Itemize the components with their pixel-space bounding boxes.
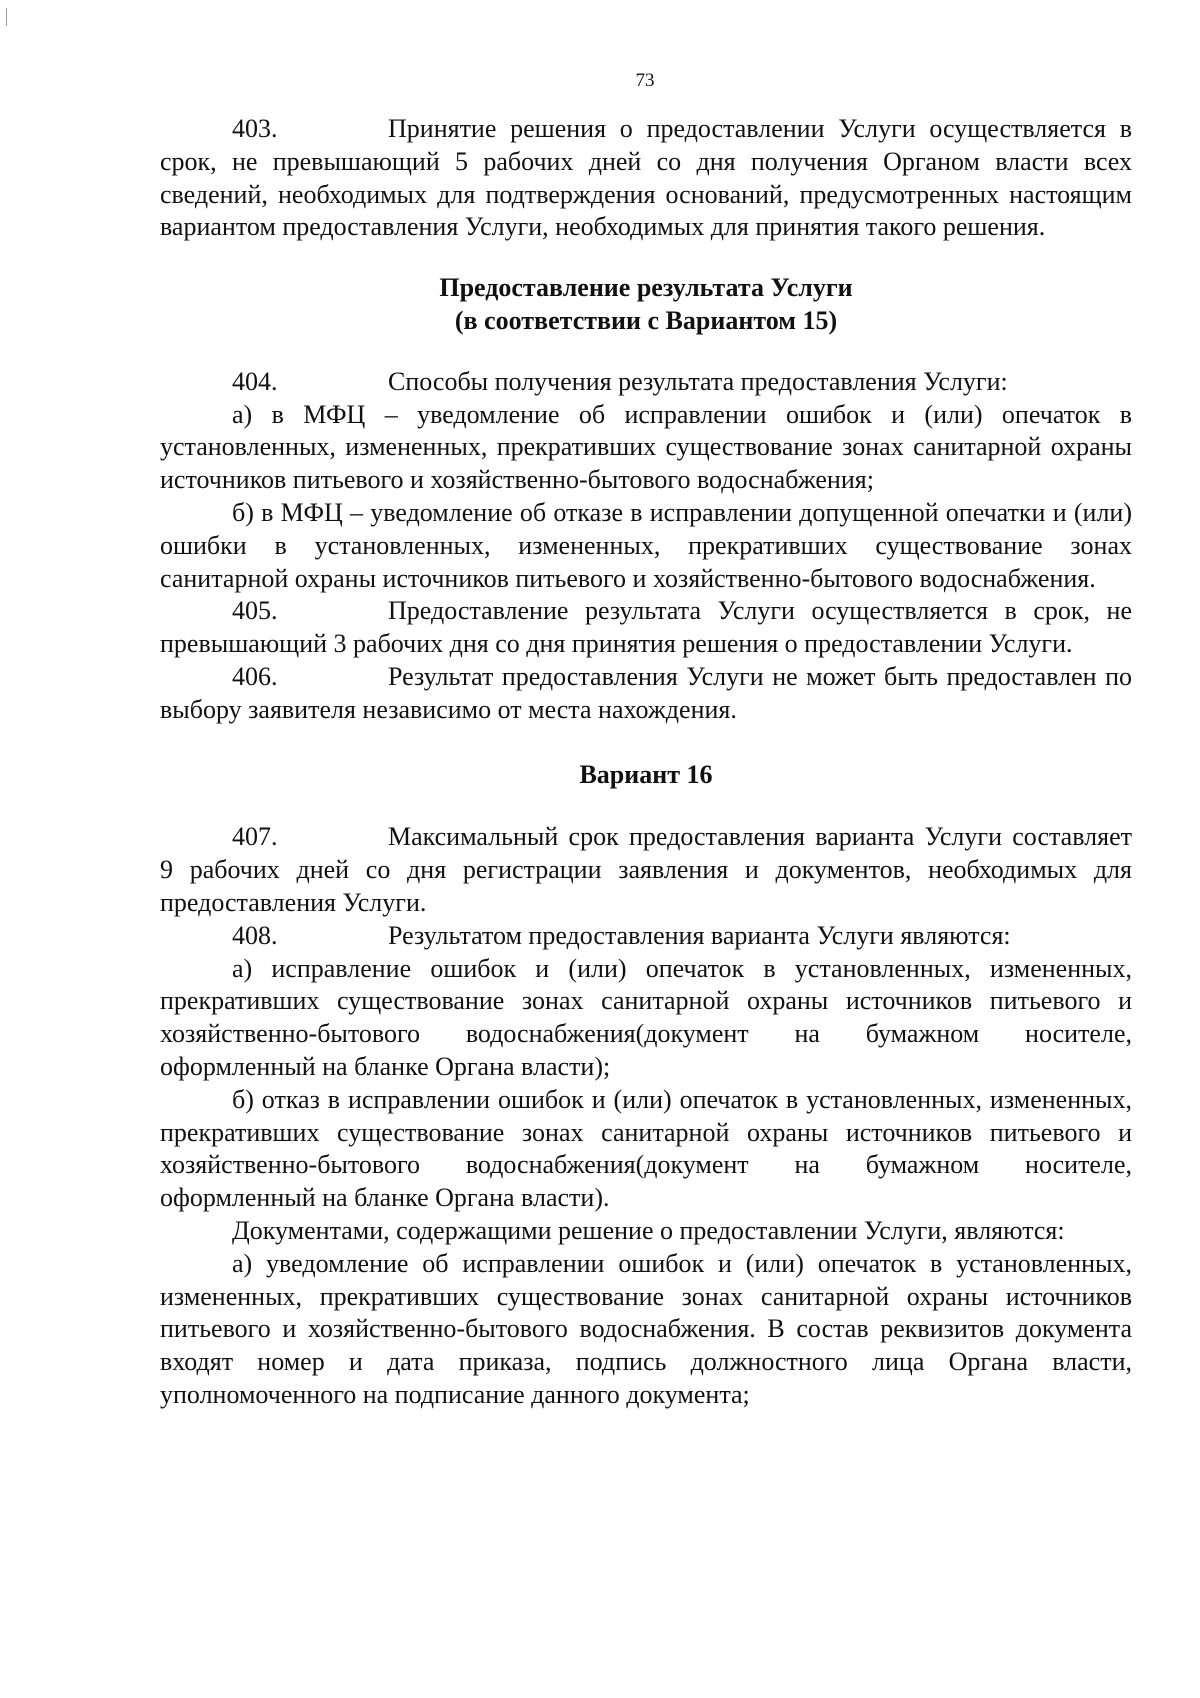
paragraph-406 bbox=[160, 661, 1132, 727]
paragraph-text: Результат предоставления Услуги не может быть предоставлен по выбору заявителя независимо от места нахождения. bbox=[160, 661, 1132, 724]
paragraph-408-b: б) отказ в исправлении ошибок и (или) опечаток в установленных, измененных, прекративших существование зонах санитарной охраны источников питьевого и хозяйственно-бытового водоснабжения(документ на бумажном носителе, оформленный на бланке Органа власти). bbox=[160, 1084, 1132, 1213]
page-number: 73 bbox=[635, 70, 655, 91]
paragraph-number: 408. bbox=[232, 920, 278, 950]
paragraph-text: Способы получения результата предоставления Услуги: bbox=[388, 366, 1008, 396]
document-body bbox=[160, 113, 1132, 1412]
paragraph-408 bbox=[160, 920, 1132, 953]
documents-item-a: а) уведомление об исправлении ошибок и (или) опечаток в установленных, измененных, прекративших существование зонах санитарной охраны источников питьевого и хозяйственно-бытового водоснабжения. В состав реквизитов документа входят номер и дата приказа, подпись должностного лица Органа власти, уполномоченного на подписание данного документа; bbox=[160, 1248, 1132, 1409]
paragraph-text: Результатом предоставления варианта Услуги являются: bbox=[388, 920, 1011, 950]
scan-mark bbox=[6, 8, 7, 26]
paragraph-text: Принятие решения о предоставлении Услуги осуществляется в срок, не превышающий 5 рабочих дней со дня получения Органом власти всех сведений, необходимых для подтверждения оснований, предусмотренных настоящим вариантом предоставления Услуги, необходимых для принятия такого решения. bbox=[160, 114, 1132, 242]
heading-line-1: Предоставление результата Услуги bbox=[439, 273, 853, 303]
paragraph-text: Предоставление результата Услуги осуществляется в срок, не превышающий 3 рабочих дня со дня принятия решения о предоставлении Услуги. bbox=[160, 596, 1132, 659]
paragraph-number: 405. bbox=[232, 596, 278, 626]
paragraph-403 bbox=[160, 113, 1132, 244]
section-heading-variant bbox=[160, 759, 1132, 792]
paragraph-404 bbox=[160, 366, 1132, 399]
paragraph-number: 407. bbox=[232, 822, 278, 852]
paragraph-404-b: б) в МФЦ – уведомление об отказе в исправлении допущенной опечатки и (или) ошибки в установленных, измененных, прекративших существование зонах санитарной охраны источников питьевого и хозяйственно-бытового водоснабжения. bbox=[160, 497, 1132, 593]
paragraph-number: 406. bbox=[232, 661, 278, 691]
paragraph-number: 404. bbox=[232, 366, 278, 396]
paragraph-text: Максимальный срок предоставления варианта Услуги составляет 9 рабочих дней со дня регистрации заявления и документов, необходимых для предоставления Услуги. bbox=[160, 822, 1132, 917]
variant-heading: Вариант 16 bbox=[579, 759, 713, 789]
heading-line-2: (в соответствии с Вариантом 15) bbox=[454, 305, 838, 335]
paragraph-404-a: а) в МФЦ – уведомление об исправлении ошибок и (или) опечаток в установленных, измененных, прекративших существование зонах санитарной охраны источников питьевого и хозяйственно-бытового водоснабжения; bbox=[160, 399, 1132, 495]
paragraph-407 bbox=[160, 821, 1132, 919]
paragraph-405 bbox=[160, 595, 1132, 661]
section-heading-result bbox=[160, 272, 1132, 338]
documents-intro: Документами, содержащими решение о предоставлении Услуги, являются: bbox=[232, 1215, 1065, 1245]
paragraph-number: 403. bbox=[232, 114, 278, 143]
paragraph-408-a: а) исправление ошибок и (или) опечаток в установленных, измененных, прекративших существование зонах санитарной охраны источников питьевого и хозяйственно-бытового водоснабжения(документ на бумажном носителе, оформленный на бланке Органа власти); bbox=[160, 953, 1132, 1081]
